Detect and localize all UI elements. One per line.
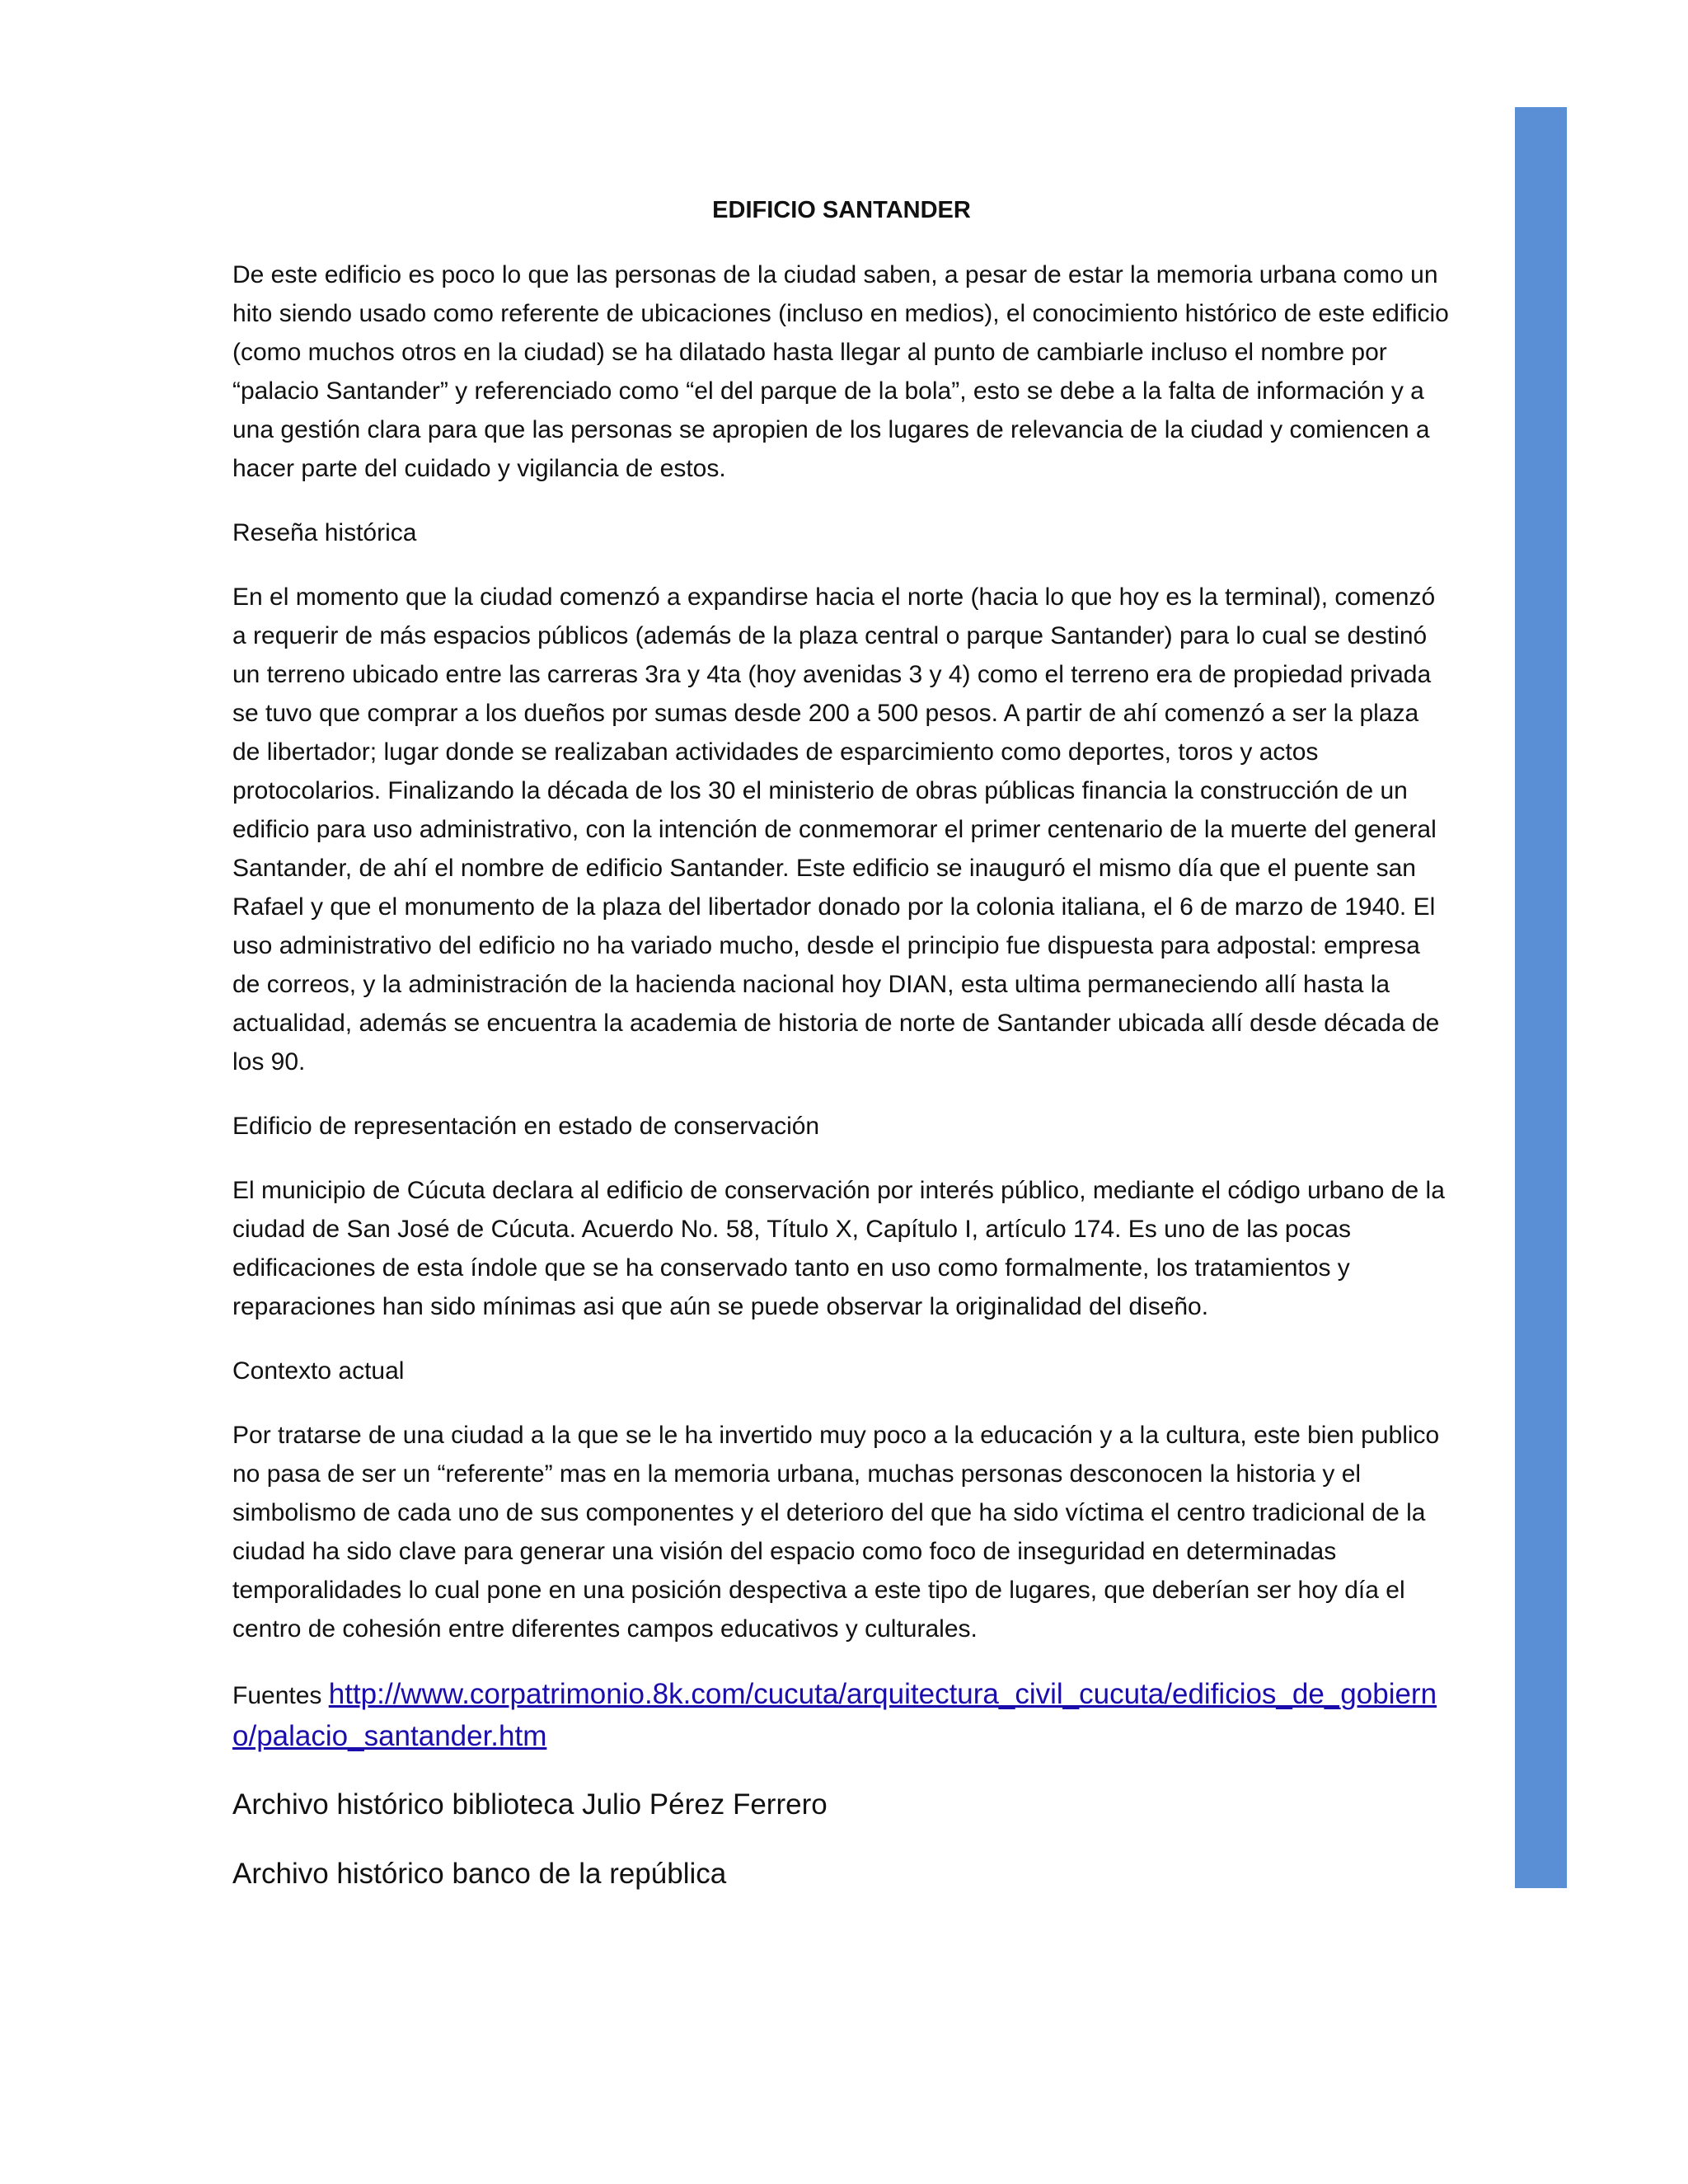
section-body-contexto: Por tratarse de una ciudad a la que se le ha invertido muy poco a la educación y a la cultura, este bien publico no pasa de ser un “referente” mas en la memoria urbana, muchas personas desconocen la historia y el simbolismo de cada uno de sus componentes y el deterioro del que ha sido víctima el centro tradicional de la ciudad ha sido clave para generar una visión del espacio como foco de inseguridad en determinadas temporalidades lo cual pone en una posición despectiva a este tipo de lugares, que deberían ser hoy día el centro de cohesión entre diferentes campos educativos y culturales. (232, 1422, 1440, 1643)
section-heading-contexto: Contexto actual (232, 1357, 405, 1385)
document-title: EDIFICIO SANTANDER (712, 197, 971, 223)
section-heading-resena: Reseña histórica (232, 519, 417, 546)
decorative-side-bar (1515, 107, 1567, 1888)
archive-item-banco: Archivo histórico banco de la república (232, 1858, 727, 1890)
section-heading-conservacion: Edificio de representación en estado de conservación (232, 1113, 820, 1140)
sources-label: Fuentes (232, 1682, 322, 1709)
intro-paragraph: De este edificio es poco lo que las personas de la ciudad saben, a pesar de estar la memoria urbana como un hito siendo usado como referente de ubicaciones (incluso en medios), el conocimiento histórico de este edificio (como muchos otros en la ciudad) se ha dilatado hasta llegar al punto de cambiarle incluso el nombre por “palacio Santander” y referenciado como “el del parque de la bola”, esto se debe a la falta de información y a una gestión clara para que las personas se apropien de los lugares de relevancia de la ciudad y comiencen a hacer parte del cuidado y vigilancia de estos. (232, 261, 1449, 482)
document-body (232, 191, 1451, 1923)
archive-item-biblioteca: Archivo histórico biblioteca Julio Pérez Ferrero (232, 1788, 828, 1821)
sources-link[interactable]: http://www.corpatrimonio.8k.com/cucuta/arquitectura_civil_cucuta/edificios_de_gobierno/palacio_santander.htm (232, 1678, 1437, 1752)
section-body-resena: En el momento que la ciudad comenzó a expandirse hacia el norte (hacia lo que hoy es la terminal), comenzó a requerir de más espacios públicos (además de la plaza central o parque Santander) para lo cual se destinó un terreno ubicado entre las carreras 3ra y 4ta (hoy avenidas 3 y 4) como el terreno era de propiedad privada se tuvo que comprar a los dueños por sumas desde 200 a 500 pesos. A partir de ahí comenzó a ser la plaza de libertador; lugar donde se realizaban actividades de esparcimiento como deportes, toros y actos protocolarios. Finalizando la década de los 30 el ministerio de obras públicas financia la construcción de un edificio para uso administrativo, con la intención de conmemorar el primer centenario de la muerte del general Santander, de ahí el nombre de edificio Santander. Este edificio se inauguró el mismo día que el puente san Rafael y que el monumento de la plaza del libertador donado por la colonia italiana, el 6 de marzo de 1940. El uso administrativo del edificio no ha variado mucho, desde el principio fue dispuesta para adpostal: empresa de correos, y la administración de la hacienda nacional hoy DIAN, esta ultima permaneciendo allí hasta la actualidad, además se encuentra la academia de historia de norte de Santander ubicada allí desde década de los 90. (232, 583, 1440, 1076)
section-body-conservacion: El municipio de Cúcuta declara al edificio de conservación por interés público, mediante el código urbano de la ciudad de San José de Cúcuta. Acuerdo No. 58, Título X, Capítulo I, artículo 174. Es uno de las pocas edificaciones de esta índole que se ha conservado tanto en uso como formalmente, los tratamientos y reparaciones han sido mínimas asi que aún se puede observar la originalidad del diseño. (232, 1177, 1445, 1320)
sources-line (232, 1674, 1451, 1758)
